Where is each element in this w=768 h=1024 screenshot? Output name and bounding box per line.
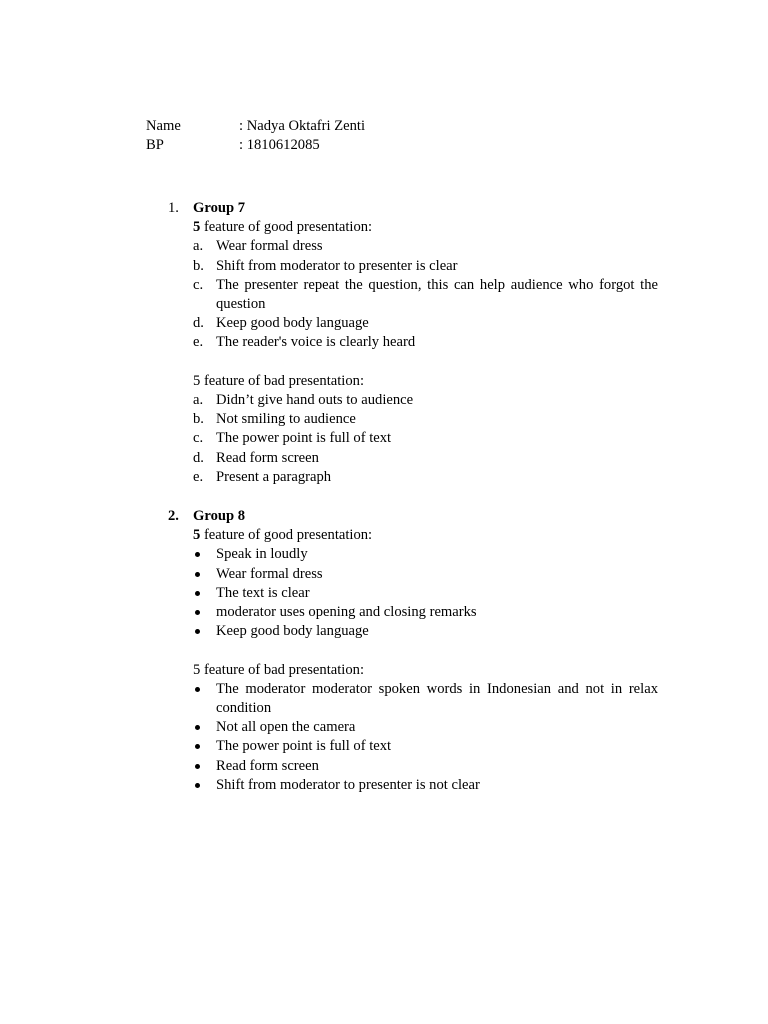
list-item xyxy=(166,545,658,564)
list-item xyxy=(166,391,658,410)
list-item xyxy=(166,718,658,737)
list-item-text: The presenter repeat the question, this can help audience who forgot the question xyxy=(216,276,658,313)
list-item xyxy=(166,622,658,641)
list-item-text: Keep good body language xyxy=(216,315,369,332)
list-item xyxy=(166,333,658,352)
list-marker: c. xyxy=(193,430,204,447)
list-item xyxy=(166,757,658,776)
list-item xyxy=(166,584,658,603)
name-value: : Nadya Oktafri Zenti xyxy=(239,118,366,134)
name-row xyxy=(146,117,365,136)
good-count: 5 xyxy=(193,527,201,544)
list-item xyxy=(166,776,658,795)
bad-features-intro: 5 feature of bad presentation: xyxy=(193,661,364,678)
bp-label: BP xyxy=(146,137,164,153)
list-item-text: Not smiling to audience xyxy=(216,411,356,428)
bullet-icon xyxy=(195,629,200,634)
good-intro-text: feature of good presentation: xyxy=(200,527,373,544)
name-label: Name xyxy=(146,118,181,134)
list-marker: b. xyxy=(193,411,204,428)
spacer xyxy=(166,641,658,660)
list-item xyxy=(166,737,658,756)
bullet-icon xyxy=(195,725,200,730)
group-8-section xyxy=(166,507,658,795)
good-intro-text: feature of good presentation: xyxy=(200,219,373,236)
list-item xyxy=(166,237,658,256)
list-item-text: The moderator moderator spoken words in Indonesian and not in relax condition xyxy=(216,680,658,717)
list-item-text: Didn’t give hand outs to audience xyxy=(216,392,414,409)
bullet-icon xyxy=(195,744,200,749)
list-item xyxy=(166,314,658,333)
list-marker: a. xyxy=(193,392,204,409)
good-count: 5 xyxy=(193,219,201,236)
bullet-icon xyxy=(195,687,200,692)
bullet-icon xyxy=(195,610,200,615)
group-title: Group 8 xyxy=(193,508,246,524)
list-marker: d. xyxy=(193,449,204,466)
list-item-text: Not all open the camera xyxy=(216,719,356,736)
list-item-text: Keep good body language xyxy=(216,623,369,640)
list-item-text: moderator uses opening and closing remarks xyxy=(216,604,477,621)
group-title: Group 7 xyxy=(193,200,246,216)
list-item-text: The text is clear xyxy=(216,584,310,601)
list-item xyxy=(166,410,658,429)
list-item-text: Present a paragraph xyxy=(216,468,332,485)
list-item xyxy=(166,565,658,584)
list-item xyxy=(166,680,658,718)
list-marker: a. xyxy=(193,238,204,255)
list-item xyxy=(166,257,658,276)
list-item xyxy=(166,429,658,448)
group-heading xyxy=(166,199,658,218)
list-item-text: The power point is full of text xyxy=(216,430,392,447)
list-marker: b. xyxy=(193,257,204,274)
list-marker: d. xyxy=(193,315,204,332)
list-item-text: Read form screen xyxy=(216,757,319,774)
list-marker: c. xyxy=(193,276,204,293)
bullet-icon xyxy=(195,572,200,577)
list-item-text: Shift from moderator to presenter is clear xyxy=(216,257,458,274)
list-item xyxy=(166,449,658,468)
group-7-section xyxy=(166,199,658,487)
good-features-intro xyxy=(193,218,658,237)
list-item-text: The reader's voice is clearly heard xyxy=(216,334,416,351)
good-features-intro xyxy=(193,526,658,545)
spacer xyxy=(166,353,658,372)
list-item-text: The power point is full of text xyxy=(216,738,392,755)
list-marker: e. xyxy=(193,468,204,485)
list-item-text: Speak in loudly xyxy=(216,546,308,563)
list-item xyxy=(166,603,658,622)
bullet-icon xyxy=(195,764,200,769)
bullet-icon xyxy=(195,591,200,596)
list-item xyxy=(166,276,658,314)
bad-features-intro: 5 feature of bad presentation: xyxy=(193,372,364,389)
group-heading xyxy=(166,507,658,526)
bullet-icon xyxy=(195,552,200,557)
list-item-text: Shift from moderator to presenter is not clear xyxy=(216,776,480,793)
bp-row xyxy=(146,136,320,155)
bp-value: : 1810612085 xyxy=(239,137,320,153)
bullet-icon xyxy=(195,783,200,788)
list-item-text: Read form screen xyxy=(216,449,319,466)
list-item-text: Wear formal dress xyxy=(216,238,323,255)
list-marker: e. xyxy=(193,334,204,351)
list-item xyxy=(166,468,658,487)
group-number: 2. xyxy=(168,508,179,524)
list-item-text: Wear formal dress xyxy=(216,565,323,582)
group-number: 1. xyxy=(168,200,179,216)
